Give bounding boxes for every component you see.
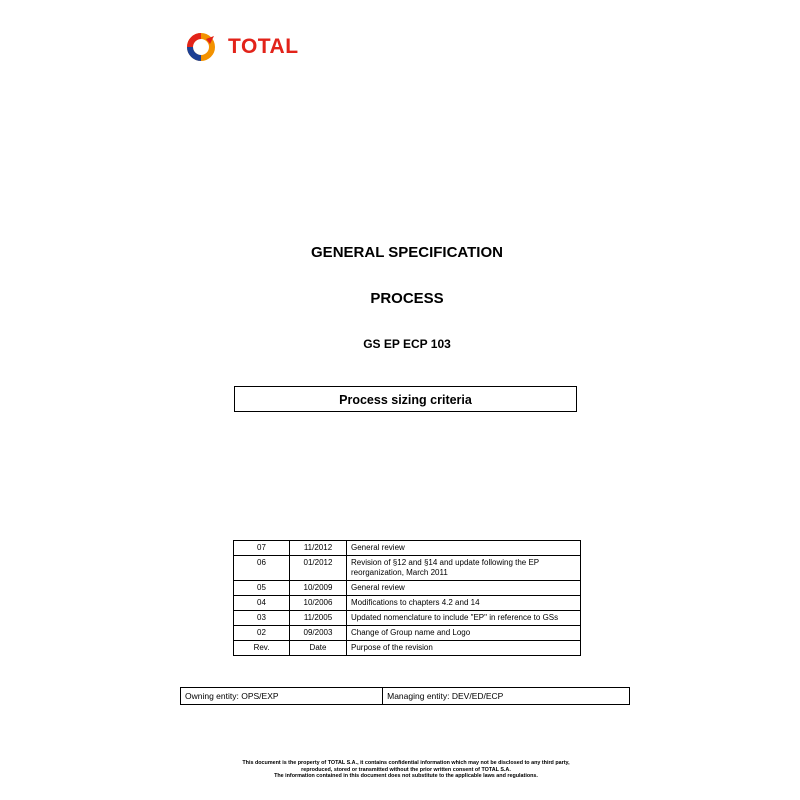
rev-header: Rev.: [234, 641, 290, 656]
table-row: [181, 688, 630, 705]
logo-wordmark: TOTAL: [228, 35, 299, 58]
date-cell: 01/2012: [290, 556, 347, 581]
owning-entity: Owning entity: OPS/EXP: [181, 688, 383, 705]
rev-cell: 03: [234, 611, 290, 626]
rev-cell: 02: [234, 626, 290, 641]
document-title: GENERAL SPECIFICATION: [311, 244, 503, 261]
table-row: [234, 556, 581, 581]
table-row: [234, 596, 581, 611]
rev-cell: 05: [234, 581, 290, 596]
entity-table: [180, 687, 630, 705]
purpose-cell: Modifications to chapters 4.2 and 14: [347, 596, 581, 611]
table-row: [234, 541, 581, 556]
footer-line: reproduced, stored or transmitted without the prior written consent of TOTAL S.A.: [301, 766, 511, 773]
rev-cell: 06: [234, 556, 290, 581]
date-cell: 11/2012: [290, 541, 347, 556]
table-row: [234, 611, 581, 626]
date-header: Date: [290, 641, 347, 656]
date-cell: 09/2003: [290, 626, 347, 641]
confidentiality-notice: [150, 760, 662, 780]
revision-table: [233, 540, 581, 656]
footer-line: The information contained in this document does not substitute to the applicable laws and regulations.: [274, 773, 538, 779]
table-header-row: [234, 641, 581, 656]
table-row: [234, 626, 581, 641]
document-domain: PROCESS: [370, 290, 444, 307]
purpose-cell: Change of Group name and Logo: [347, 626, 581, 641]
document-code: GS EP ECP 103: [363, 337, 451, 351]
total-logo: [184, 27, 304, 67]
rev-cell: 07: [234, 541, 290, 556]
date-cell: 10/2009: [290, 581, 347, 596]
footer-line: This document is the property of TOTAL S.A., it contains confidential information which may not be disclosed to any third party,: [242, 760, 570, 766]
purpose-cell: General review: [347, 541, 581, 556]
document-subject: Process sizing criteria: [339, 393, 472, 407]
purpose-cell: Revision of §12 and §14 and update following the EP reorganization, March 2011: [347, 556, 581, 581]
table-row: [234, 581, 581, 596]
managing-entity: Managing entity: DEV/ED/ECP: [383, 688, 630, 705]
purpose-header: Purpose of the revision: [347, 641, 581, 656]
date-cell: 11/2005: [290, 611, 347, 626]
purpose-cell: General review: [347, 581, 581, 596]
total-logo-icon: [184, 27, 224, 67]
purpose-cell: Updated nomenclature to include "EP" in reference to GSs: [347, 611, 581, 626]
rev-cell: 04: [234, 596, 290, 611]
document-subject-box: [234, 386, 577, 412]
date-cell: 10/2006: [290, 596, 347, 611]
